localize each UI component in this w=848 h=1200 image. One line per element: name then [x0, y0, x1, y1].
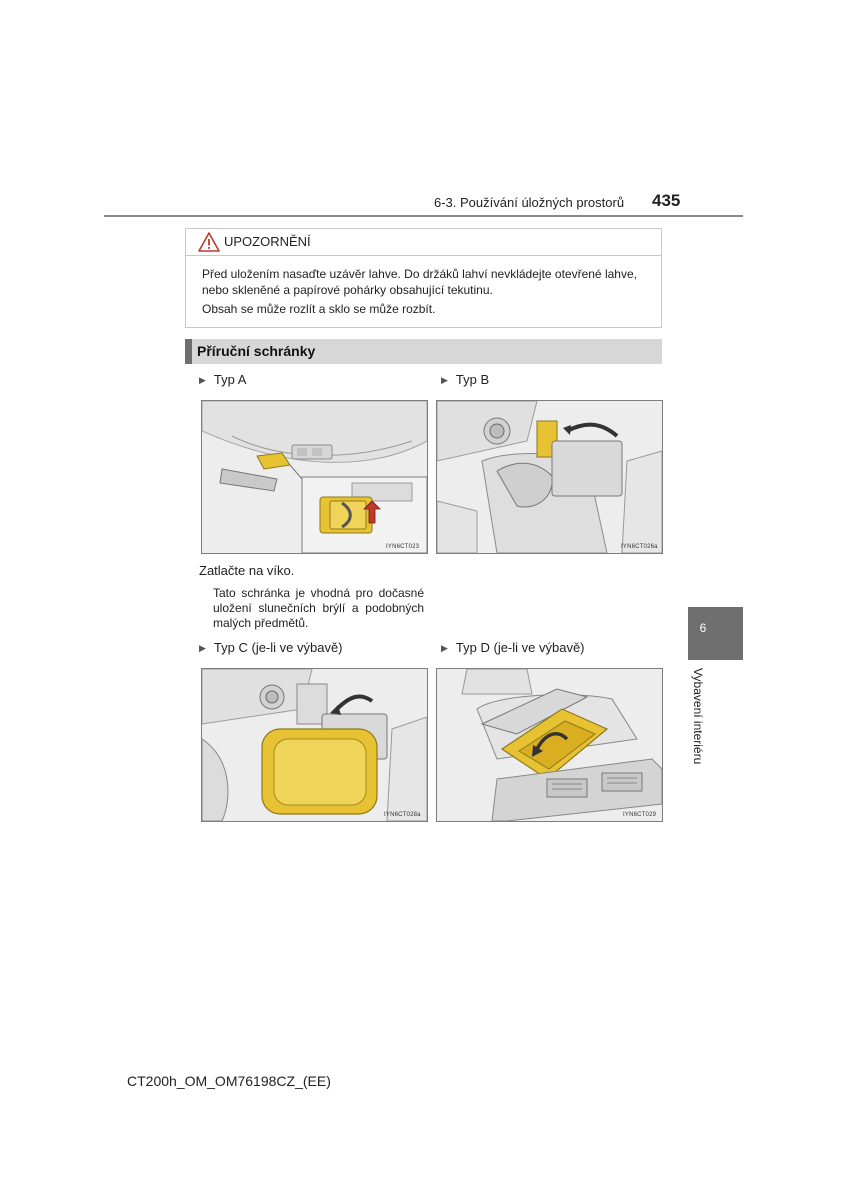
illustration-type-c	[201, 668, 428, 822]
running-header-section: 6-3. Používání úložných prostorů	[434, 195, 625, 210]
header-divider	[104, 215, 743, 217]
warning-paragraph: Obsah se může rozlít a sklo se může rozbít.	[202, 302, 436, 316]
footer-document-code: CT200h_OM_OM76198CZ_(EE)	[127, 1073, 331, 1089]
note-text: Tato schránka je vhodná pro dočasné uložení slunečních brýlí a podobných malých předmětů.	[213, 586, 424, 630]
warning-text	[202, 266, 654, 320]
section-accent	[185, 339, 192, 364]
image-code: IYN6CT023	[386, 544, 420, 550]
instruction-text: Zatlačte na víko.	[199, 563, 295, 578]
image-code: IYN6CT029	[623, 812, 657, 818]
page-number: 435	[652, 191, 681, 210]
warning-header	[186, 229, 661, 256]
chapter-label: Vybavení interiéru	[691, 668, 705, 765]
section-title: Příruční schránky	[197, 343, 316, 359]
bullet-triangle-icon: ▶	[199, 643, 206, 653]
illustration-type-b	[436, 400, 663, 554]
bullet-triangle-icon: ▶	[441, 643, 448, 653]
warning-triangle-icon	[198, 232, 220, 252]
type-a-label: ▶ Typ A	[199, 372, 247, 387]
image-code: IYN6CT026a	[621, 544, 658, 550]
illustration-type-d	[436, 668, 663, 822]
upper-box-drawing	[437, 669, 662, 821]
overhead-console-drawing	[202, 401, 427, 553]
type-d-label: ▶ Typ D (je-li ve výbavě)	[441, 640, 585, 655]
warning-paragraph: Před uložením nasaďte uzávěr lahve. Do držáků lahví nevkládejte otevřené lahve, nebo skleněné a papírové pohárky obsahující tekutinu.	[202, 267, 637, 297]
chapter-tab	[688, 607, 743, 660]
illustration-type-a	[201, 400, 428, 554]
type-b-label: ▶ Typ B	[441, 372, 490, 387]
warning-box	[185, 228, 662, 328]
center-console-drawing	[437, 401, 662, 553]
bullet-triangle-icon: ▶	[199, 375, 206, 385]
type-c-label: ▶ Typ C (je-li ve výbavě)	[199, 640, 343, 655]
console-tray-drawing	[202, 669, 427, 821]
bullet-triangle-icon: ▶	[441, 375, 448, 385]
section-heading-bar	[185, 339, 662, 364]
chapter-number: 6	[699, 621, 707, 635]
image-code: IYN6CT028a	[384, 812, 421, 818]
warning-title: UPOZORNĚNÍ	[224, 234, 311, 249]
